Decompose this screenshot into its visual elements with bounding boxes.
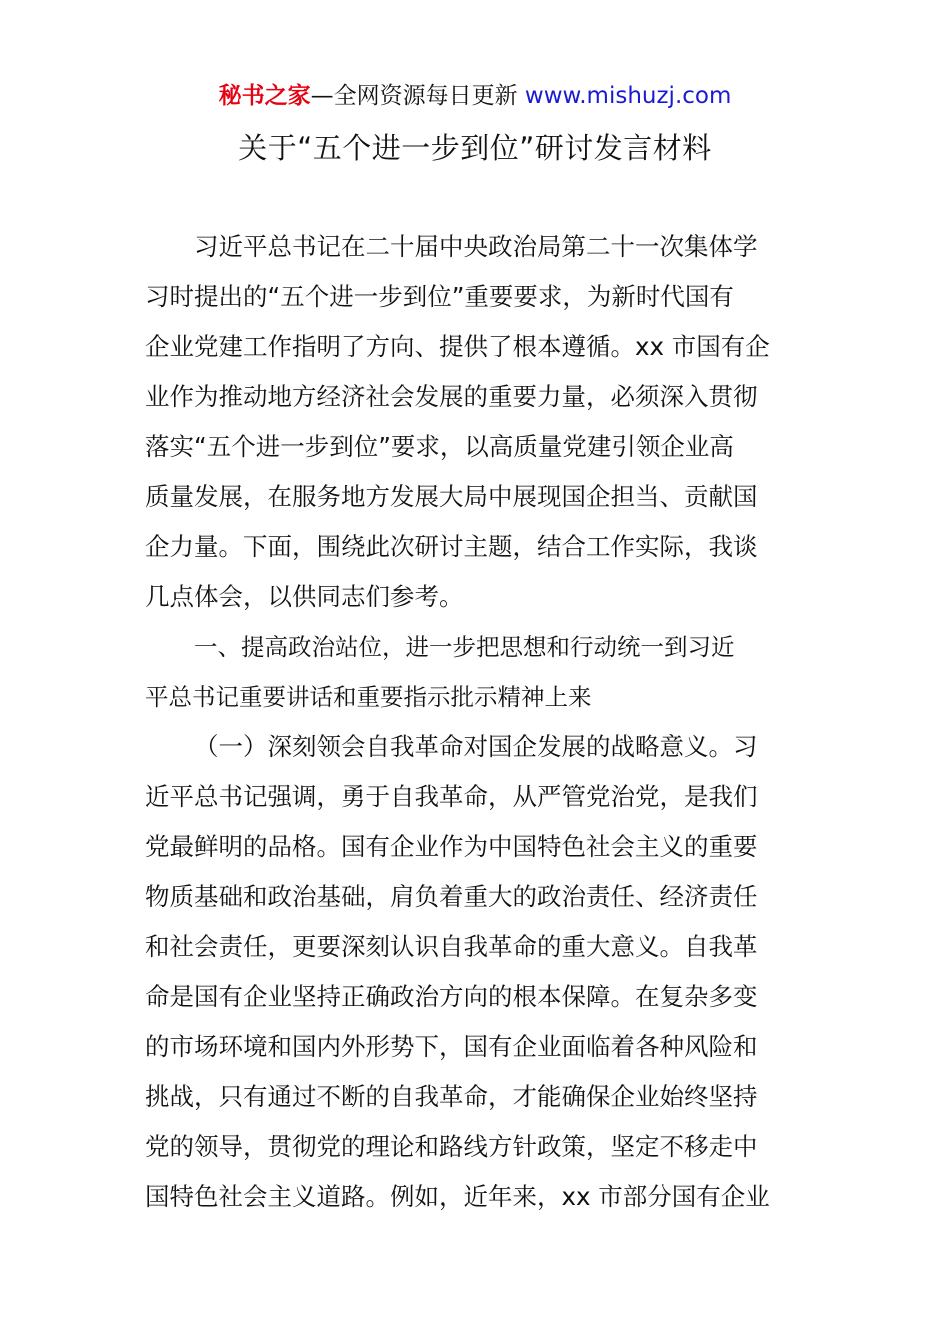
body-text-line: 企力量。下面，围绕此次研讨主题，结合工作实际，我谈 bbox=[145, 532, 758, 561]
site-brand: 秘书之家 bbox=[218, 83, 311, 109]
body-text-line: 业作为推动地方经济社会发展的重要力量，必须深入贯彻 bbox=[145, 382, 758, 411]
body-text-line: 的市场环境和国内外形势下，国有企业面临着各种风险和 bbox=[145, 1032, 758, 1061]
body-text-line: 党的领导，贯彻党的理论和路线方针政策，坚定不移走中 bbox=[145, 1132, 758, 1161]
document-title: 关于“五个进一步到位”研讨发言材料 bbox=[238, 131, 712, 165]
body-text-line: 习近平总书记在二十届中央政治局第二十一次集体学 bbox=[194, 232, 758, 261]
body-text-line: 习时提出的“五个进一步到位”重要要求，为新时代国有 bbox=[145, 282, 734, 311]
site-header bbox=[0, 80, 950, 112]
body-text-line: 国特色社会主义道路。例如，近年来，xx 市部分国有企业 bbox=[145, 1182, 770, 1211]
body-text-line: 近平总书记强调，勇于自我革命，从严管党治党，是我们 bbox=[145, 782, 758, 811]
body-text-line: 几点体会，以供同志们参考。 bbox=[145, 582, 464, 611]
document-body bbox=[145, 222, 807, 1222]
body-text-line: （一）深刻领会自我革命对国企发展的战略意义。习 bbox=[194, 732, 758, 761]
section-heading-line: 一、提高政治站位，进一步把思想和行动统一到习近 bbox=[194, 633, 735, 661]
body-text-line: 党最鲜明的品格。国有企业作为中国特色社会主义的重要 bbox=[145, 832, 758, 861]
section-heading-line: 平总书记重要讲话和重要指示批示精神上来 bbox=[145, 683, 592, 711]
site-tagline: —全网资源每日更新 bbox=[310, 83, 525, 109]
site-url-link[interactable]: www.mishuzj.com bbox=[524, 83, 732, 109]
body-text-line: 落实“五个进一步到位”要求，以高质量党建引领企业高 bbox=[145, 432, 734, 461]
body-text-line: 挑战，只有通过不断的自我革命，才能确保企业始终坚持 bbox=[145, 1082, 758, 1111]
body-text-line: 质量发展，在服务地方发展大局中展现国企担当、贡献国 bbox=[145, 482, 758, 511]
body-text-line: 和社会责任，更要深刻认识自我革命的重大意义。自我革 bbox=[145, 932, 758, 961]
body-text-line: 物质基础和政治基础，肩负着重大的政治责任、经济责任 bbox=[145, 882, 758, 911]
body-text-line: 企业党建工作指明了方向、提供了根本遵循。xx 市国有企 bbox=[145, 332, 770, 361]
body-text-line: 命是国有企业坚持正确政治方向的根本保障。在复杂多变 bbox=[145, 982, 758, 1011]
